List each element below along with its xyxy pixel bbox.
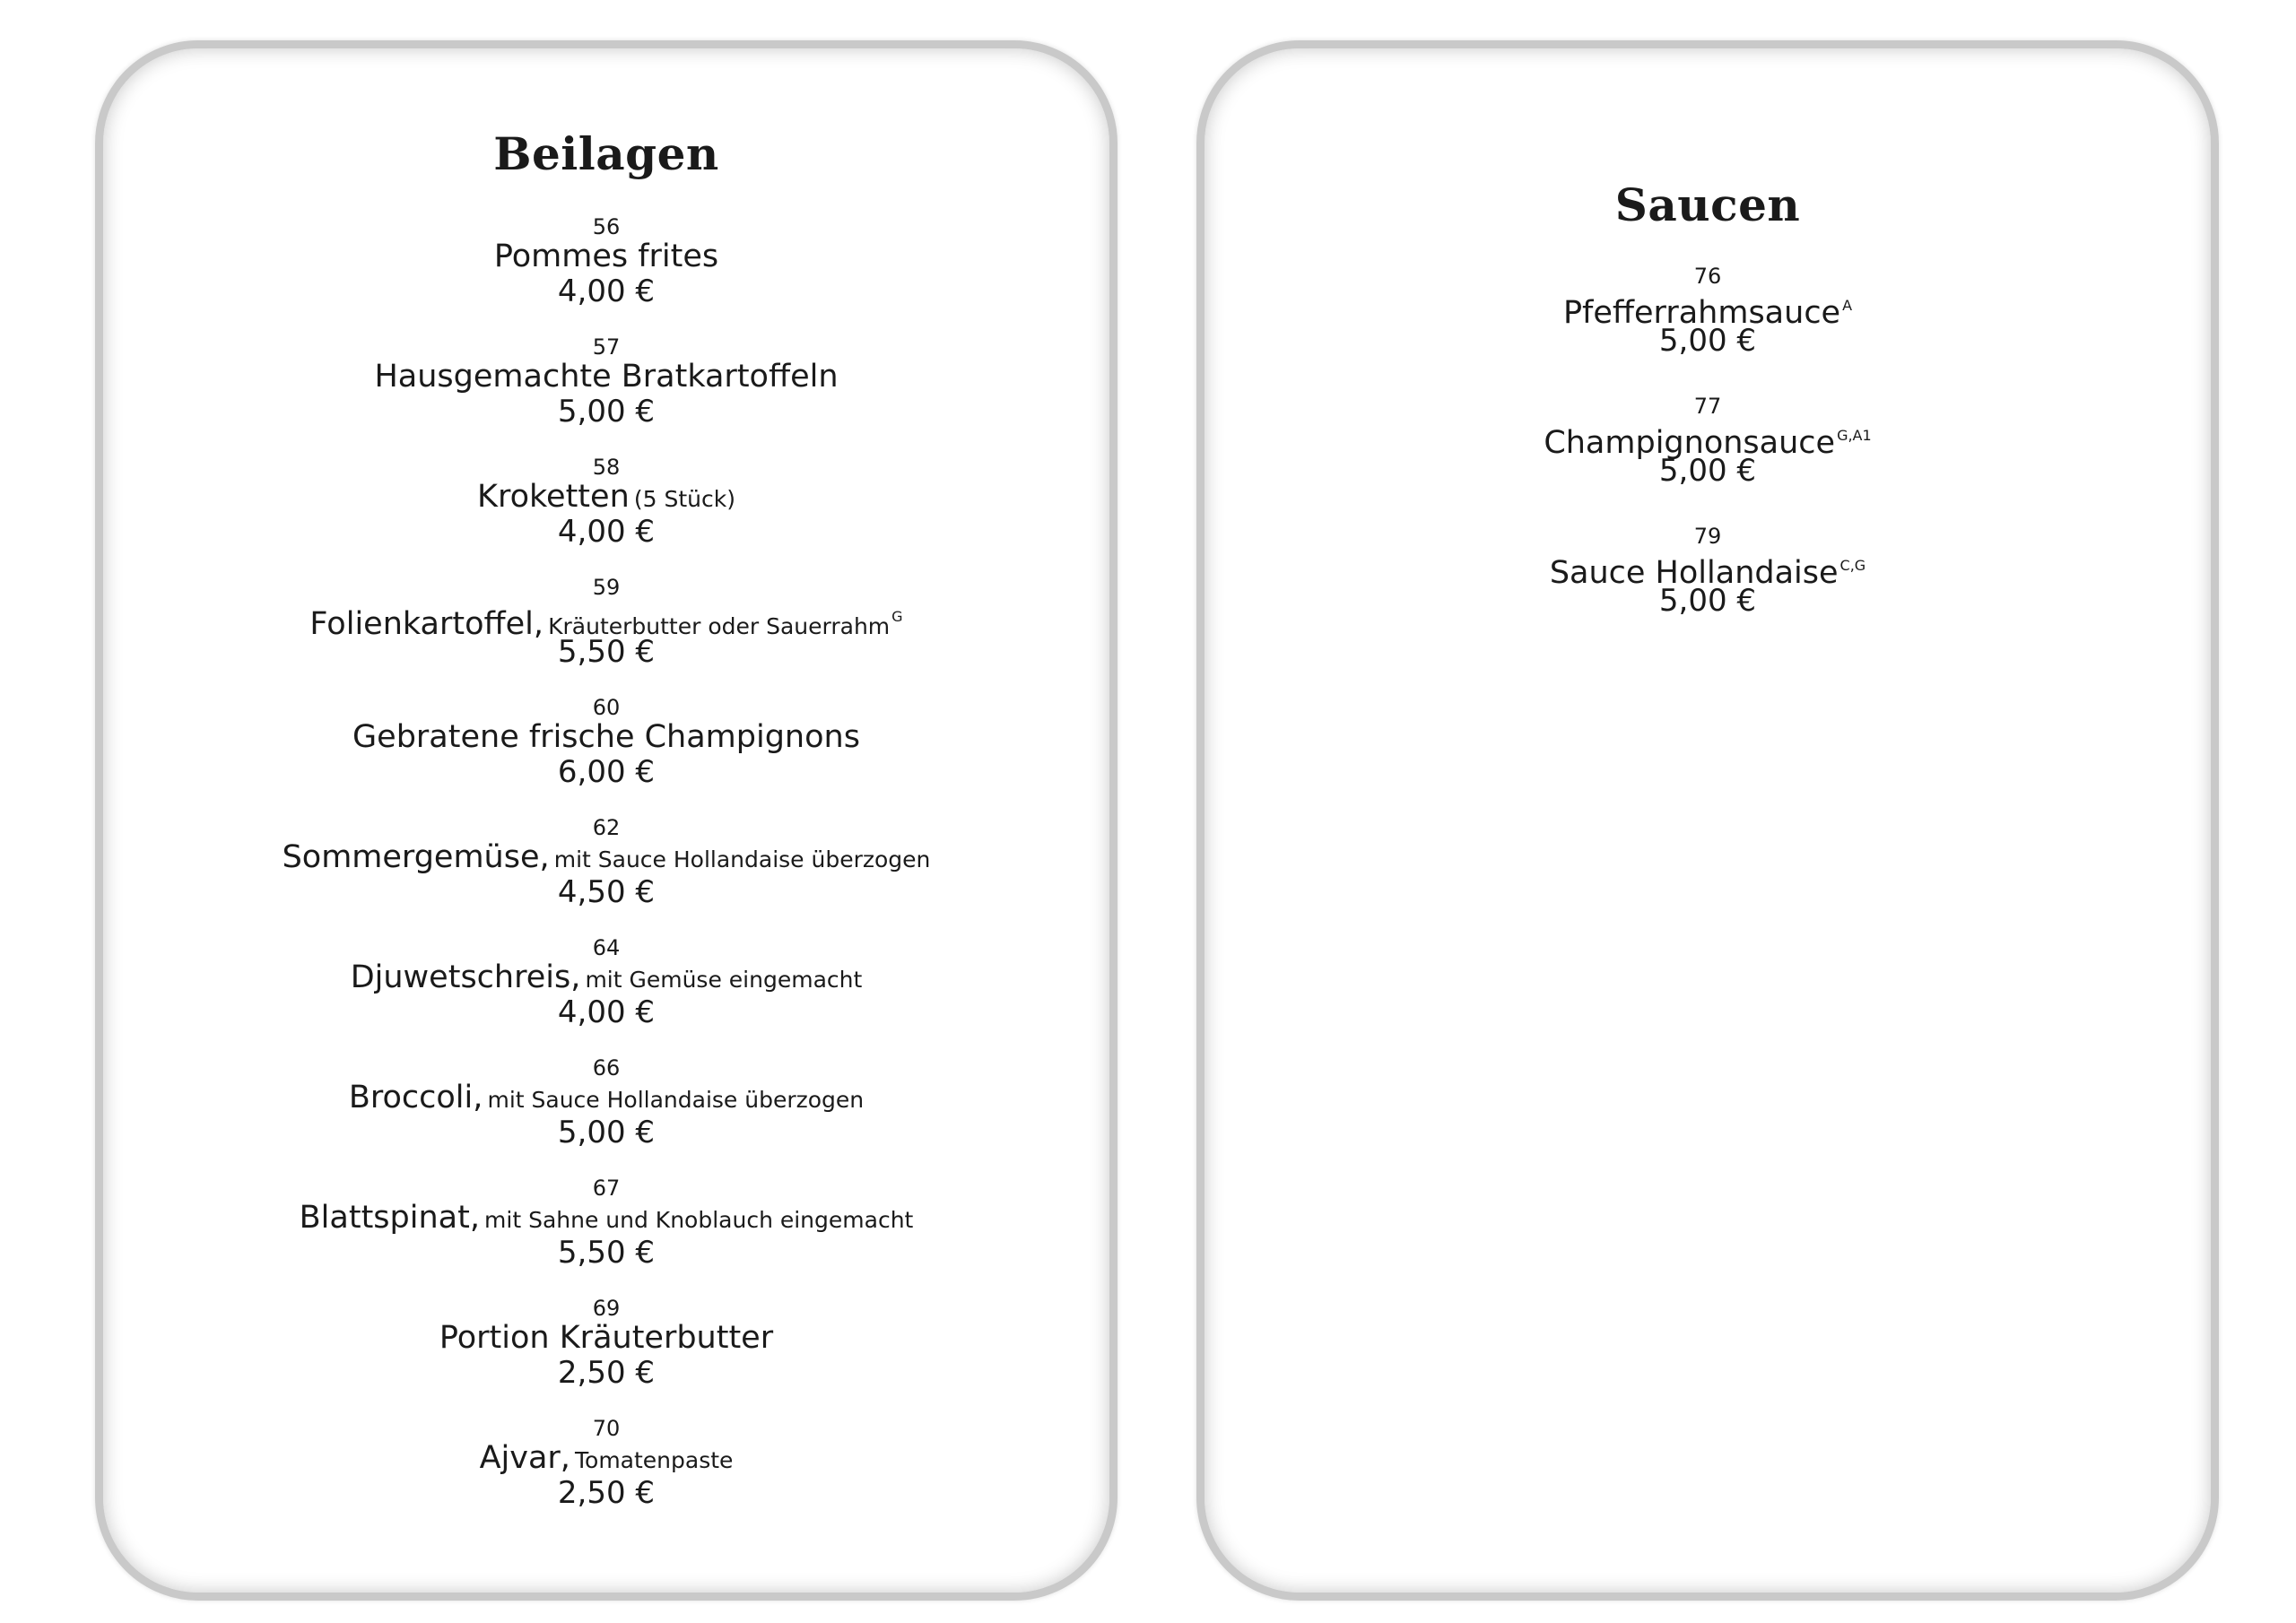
allergen-marker: G: [891, 608, 903, 625]
menu-item: [1205, 394, 2211, 524]
item-price: 6,00 €: [557, 754, 656, 790]
menu-item: [103, 935, 1109, 1055]
item-price: 2,50 €: [557, 1475, 656, 1511]
item-detail: mit Sahne und Knoblauch eingemacht: [484, 1207, 914, 1233]
menu-item: [103, 1296, 1109, 1416]
item-name: Broccoli,: [348, 1080, 483, 1115]
menu-item: [103, 455, 1109, 575]
item-price: 5,00 €: [1658, 453, 1757, 489]
item-number: 57: [592, 334, 621, 360]
item-name: Kroketten: [477, 479, 630, 515]
menu-item: [1205, 524, 2211, 654]
item-number: 62: [592, 815, 621, 840]
item-number: 56: [592, 214, 621, 239]
menu-item: [103, 575, 1109, 695]
item-name: Gebratene frische Champignons: [352, 719, 860, 755]
saucen-title: Saucen: [1614, 178, 1801, 231]
allergen-marker: A: [1842, 297, 1853, 314]
item-number: 59: [592, 575, 621, 600]
beilagen-panel: [95, 40, 1118, 1601]
menu-item: [103, 1176, 1109, 1296]
menu-item: [103, 1416, 1109, 1536]
menu-item: [103, 1055, 1109, 1176]
item-number: 66: [592, 1055, 621, 1081]
item-detail: mit Sauce Hollandaise überzogen: [487, 1087, 865, 1113]
beilagen-list: [103, 214, 1109, 1536]
menu-item: [103, 815, 1109, 935]
saucen-panel: [1196, 40, 2219, 1601]
item-price: 4,00 €: [557, 994, 656, 1030]
item-name: Hausgemachte Bratkartoffeln: [374, 359, 839, 395]
item-number: 77: [1693, 394, 1722, 419]
item-price: 2,50 €: [557, 1355, 656, 1391]
item-price: 5,50 €: [557, 1235, 656, 1271]
allergen-marker: G,A1: [1837, 427, 1872, 444]
item-name: Portion Kräuterbutter: [439, 1320, 774, 1356]
item-name: Folienkartoffel,: [309, 606, 544, 642]
menu-item: [103, 695, 1109, 815]
item-detail: mit Sauce Hollandaise überzogen: [553, 846, 931, 872]
item-name: Pfefferrahmsauce: [1562, 295, 1841, 331]
item-name: Pommes frites: [493, 239, 719, 274]
item-price: 5,00 €: [557, 394, 656, 430]
item-price: 4,00 €: [557, 273, 656, 309]
menu-item: [103, 334, 1109, 455]
item-price: 5,50 €: [557, 634, 656, 670]
item-price: 4,50 €: [557, 874, 656, 910]
item-number: 76: [1693, 264, 1722, 289]
item-name: Sauce Hollandaise: [1549, 555, 1839, 591]
saucen-list: [1205, 264, 2211, 654]
item-name: Champignonsauce: [1544, 425, 1836, 461]
item-number: 69: [592, 1296, 621, 1321]
item-number: 58: [592, 455, 621, 480]
item-number: 67: [592, 1176, 621, 1201]
item-number: 79: [1693, 524, 1722, 549]
item-detail: (5 Stück): [633, 486, 735, 512]
menu-item: [103, 214, 1109, 334]
item-detail: Kräuterbutter oder Sauerrahm: [548, 613, 891, 639]
item-price: 5,00 €: [1658, 583, 1757, 619]
item-number: 60: [592, 695, 621, 720]
item-price: 5,00 €: [557, 1115, 656, 1150]
item-name: Ajvar,: [479, 1440, 570, 1476]
item-name: Sommergemüse,: [282, 839, 550, 875]
item-price: 5,00 €: [1658, 323, 1757, 359]
allergen-marker: C,G: [1839, 557, 1866, 574]
item-detail: Tomatenpaste: [575, 1447, 734, 1473]
item-name: Djuwetschreis,: [350, 959, 581, 995]
beilagen-title: Beilagen: [493, 127, 719, 180]
item-number: 64: [592, 935, 621, 960]
item-number: 70: [592, 1416, 621, 1441]
menu-item: [1205, 264, 2211, 394]
item-name: Blattspinat,: [299, 1200, 480, 1236]
item-price: 4,00 €: [557, 514, 656, 550]
item-detail: mit Gemüse eingemacht: [585, 967, 863, 993]
